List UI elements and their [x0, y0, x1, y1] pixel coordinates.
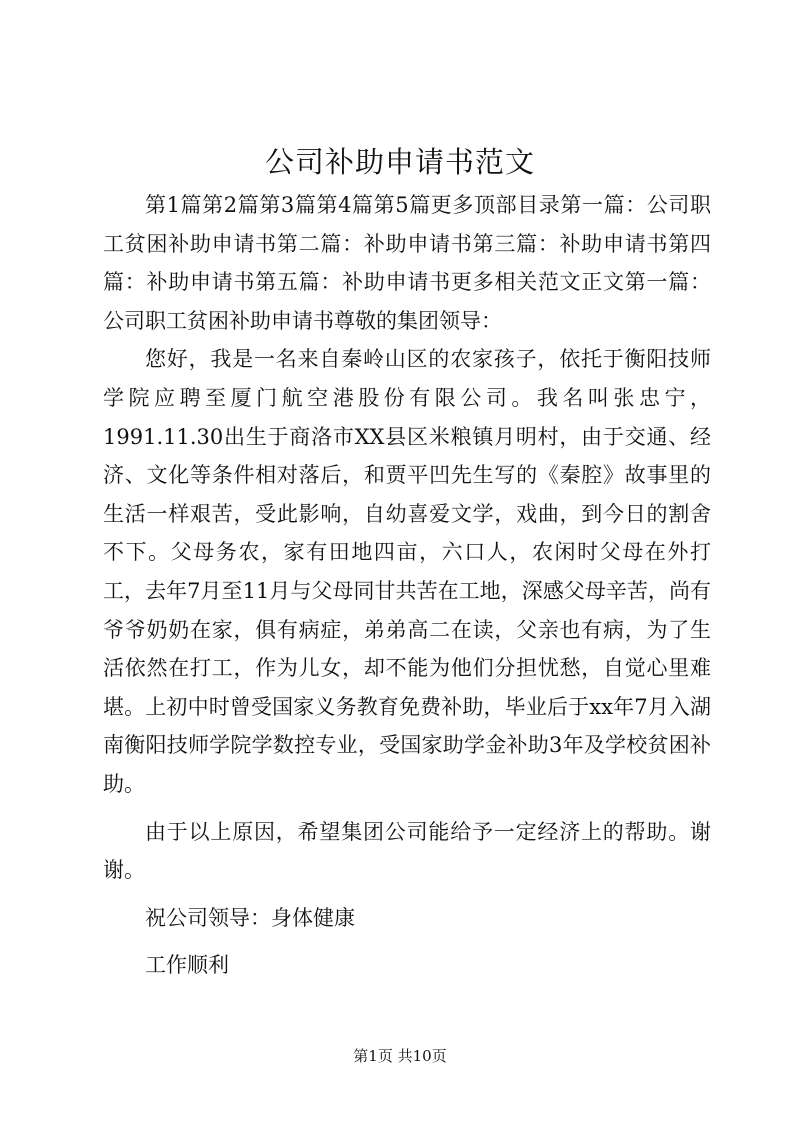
- paragraph-table-of-contents: 第1篇第2篇第3篇第4篇第5篇更多顶部目录第一篇：公司职工贫困补助申请书第二篇：补助申请书第三篇：补助申请书第四篇：补助申请书第五篇：补助申请书更多相关范文正文第一篇：公司职工贫困补助申请书尊敬的集团领导：: [103, 193, 711, 333]
- document-title: 公司补助申请书范文: [264, 145, 535, 179]
- paragraph-request: 由于以上原因，希望集团公司能给予一定经济上的帮助。谢谢。: [103, 819, 711, 883]
- paragraph-closing: 工作顺利: [145, 953, 229, 978]
- page-number-footer: 第1页 共10页: [353, 1047, 447, 1065]
- document-body: [103, 186, 711, 985]
- paragraph-background: 您好，我是一名来自秦岭山区的农家孩子，依托于衡阳技师学院应聘至厦门航空港股份有限公司。我名叫张忠宁，1991.11.30出生于商洛市XX县区米粮镇月明村，由于交通、经济、文化等条件相对落后，和贾平凹先生写的《秦腔》故事里的生活一样艰苦，受此影响，自幼喜爱文学，戏曲，到今日的割舍不下。父母务农，家有田地四亩，六口人，农闲时父母在外打工，去年7月至11月与父母同甘共苦在工地，深感父母辛苦，尚有爷爷奶奶在家，俱有病症，弟弟高二在读，父亲也有病，为了生活依然在打工，作为儿女，却不能为他们分担忧愁，自觉心里难堪。上初中时曾受国家义务教育免费补助，毕业后于xx年7月入湖南衡阳技师学院学数控专业，受国家助学金补助3年及学校贫困补助。: [103, 347, 711, 796]
- paragraph-wishes: 祝公司领导：身体健康: [145, 905, 355, 930]
